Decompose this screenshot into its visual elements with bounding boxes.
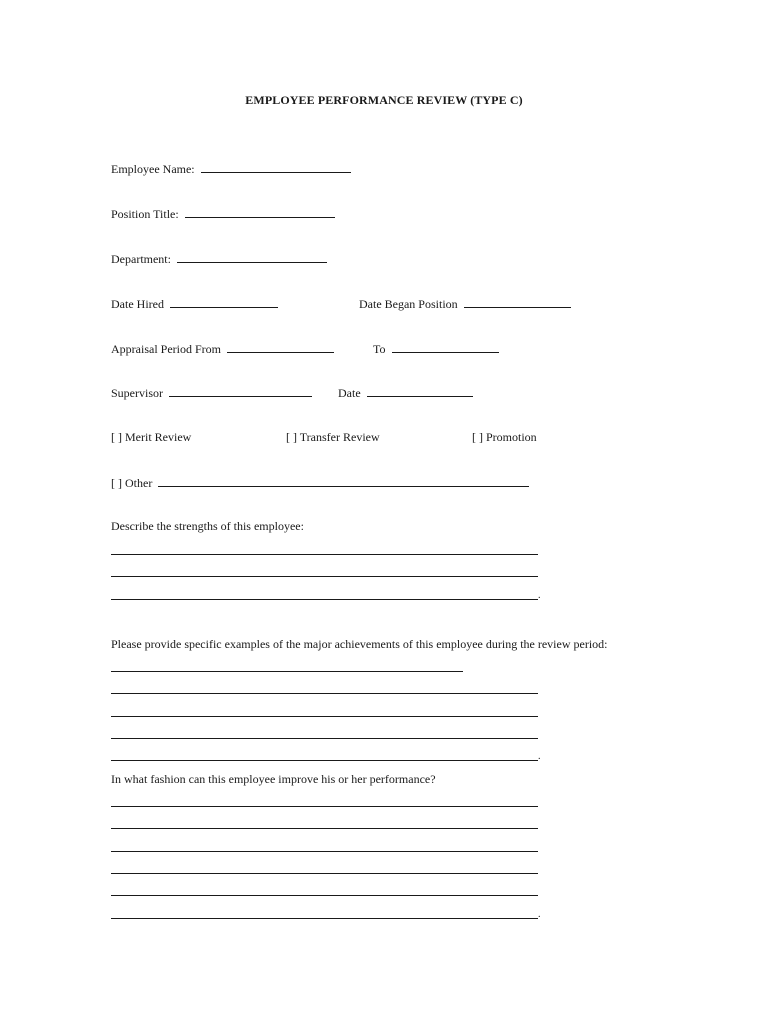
strengths-period: . — [538, 590, 541, 601]
department-row — [111, 251, 327, 266]
improve-line-3[interactable] — [111, 851, 538, 852]
supervisor-date-row — [338, 385, 473, 400]
appraisal-to-row — [373, 341, 499, 356]
employee-name-row — [111, 161, 351, 176]
improve-line-1[interactable] — [111, 806, 538, 807]
employee-name-field[interactable] — [201, 161, 351, 173]
improve-line-2[interactable] — [111, 828, 538, 829]
date-hired-field[interactable] — [170, 296, 278, 308]
date-began-position-row — [359, 296, 571, 311]
achievements-period: . — [538, 751, 541, 762]
promotion-checkbox[interactable]: [ ] Promotion — [472, 430, 537, 444]
achievements-line-3[interactable] — [111, 716, 538, 717]
supervisor-date-field[interactable] — [367, 385, 473, 397]
achievements-line-5[interactable] — [111, 760, 538, 761]
strengths-question: Describe the strengths of this employee: — [111, 519, 304, 533]
achievements-question: Please provide specific examples of the major achievements of this employee during the review period: — [111, 637, 608, 651]
supervisor-row — [111, 385, 312, 400]
date-hired-row — [111, 296, 278, 311]
position-title-row — [111, 206, 335, 221]
date-hired-label: Date Hired — [111, 297, 164, 311]
supervisor-label: Supervisor — [111, 386, 163, 400]
transfer-review-checkbox[interactable]: [ ] Transfer Review — [286, 430, 380, 444]
department-label: Department: — [111, 252, 171, 266]
appraisal-to-field[interactable] — [392, 341, 499, 353]
date-began-position-label: Date Began Position — [359, 297, 458, 311]
achievements-line-2[interactable] — [111, 693, 538, 694]
appraisal-from-row — [111, 341, 334, 356]
improve-line-6[interactable] — [111, 918, 538, 919]
merit-review-checkbox[interactable]: [ ] Merit Review — [111, 430, 192, 444]
improve-line-5[interactable] — [111, 895, 538, 896]
supervisor-date-label: Date — [338, 386, 361, 400]
other-checkbox[interactable]: [ ] Other — [111, 476, 153, 490]
position-title-label: Position Title: — [111, 207, 179, 221]
improve-period: . — [538, 909, 541, 920]
supervisor-field[interactable] — [169, 385, 312, 397]
achievements-line-1[interactable] — [111, 671, 463, 672]
form-title: EMPLOYEE PERFORMANCE REVIEW (TYPE C) — [245, 93, 523, 107]
date-began-position-field[interactable] — [464, 296, 571, 308]
achievements-line-4[interactable] — [111, 738, 538, 739]
department-field[interactable] — [177, 251, 327, 263]
strengths-line-3[interactable] — [111, 599, 538, 600]
improve-line-4[interactable] — [111, 873, 538, 874]
other-field[interactable] — [158, 475, 529, 487]
other-row — [111, 475, 529, 490]
employee-name-label: Employee Name: — [111, 162, 195, 176]
appraisal-from-field[interactable] — [227, 341, 334, 353]
strengths-line-1[interactable] — [111, 554, 538, 555]
position-title-field[interactable] — [185, 206, 335, 218]
strengths-line-2[interactable] — [111, 576, 538, 577]
appraisal-from-label: Appraisal Period From — [111, 342, 221, 356]
appraisal-to-label: To — [373, 342, 386, 356]
improve-question: In what fashion can this employee improve his or her performance? — [111, 772, 436, 786]
